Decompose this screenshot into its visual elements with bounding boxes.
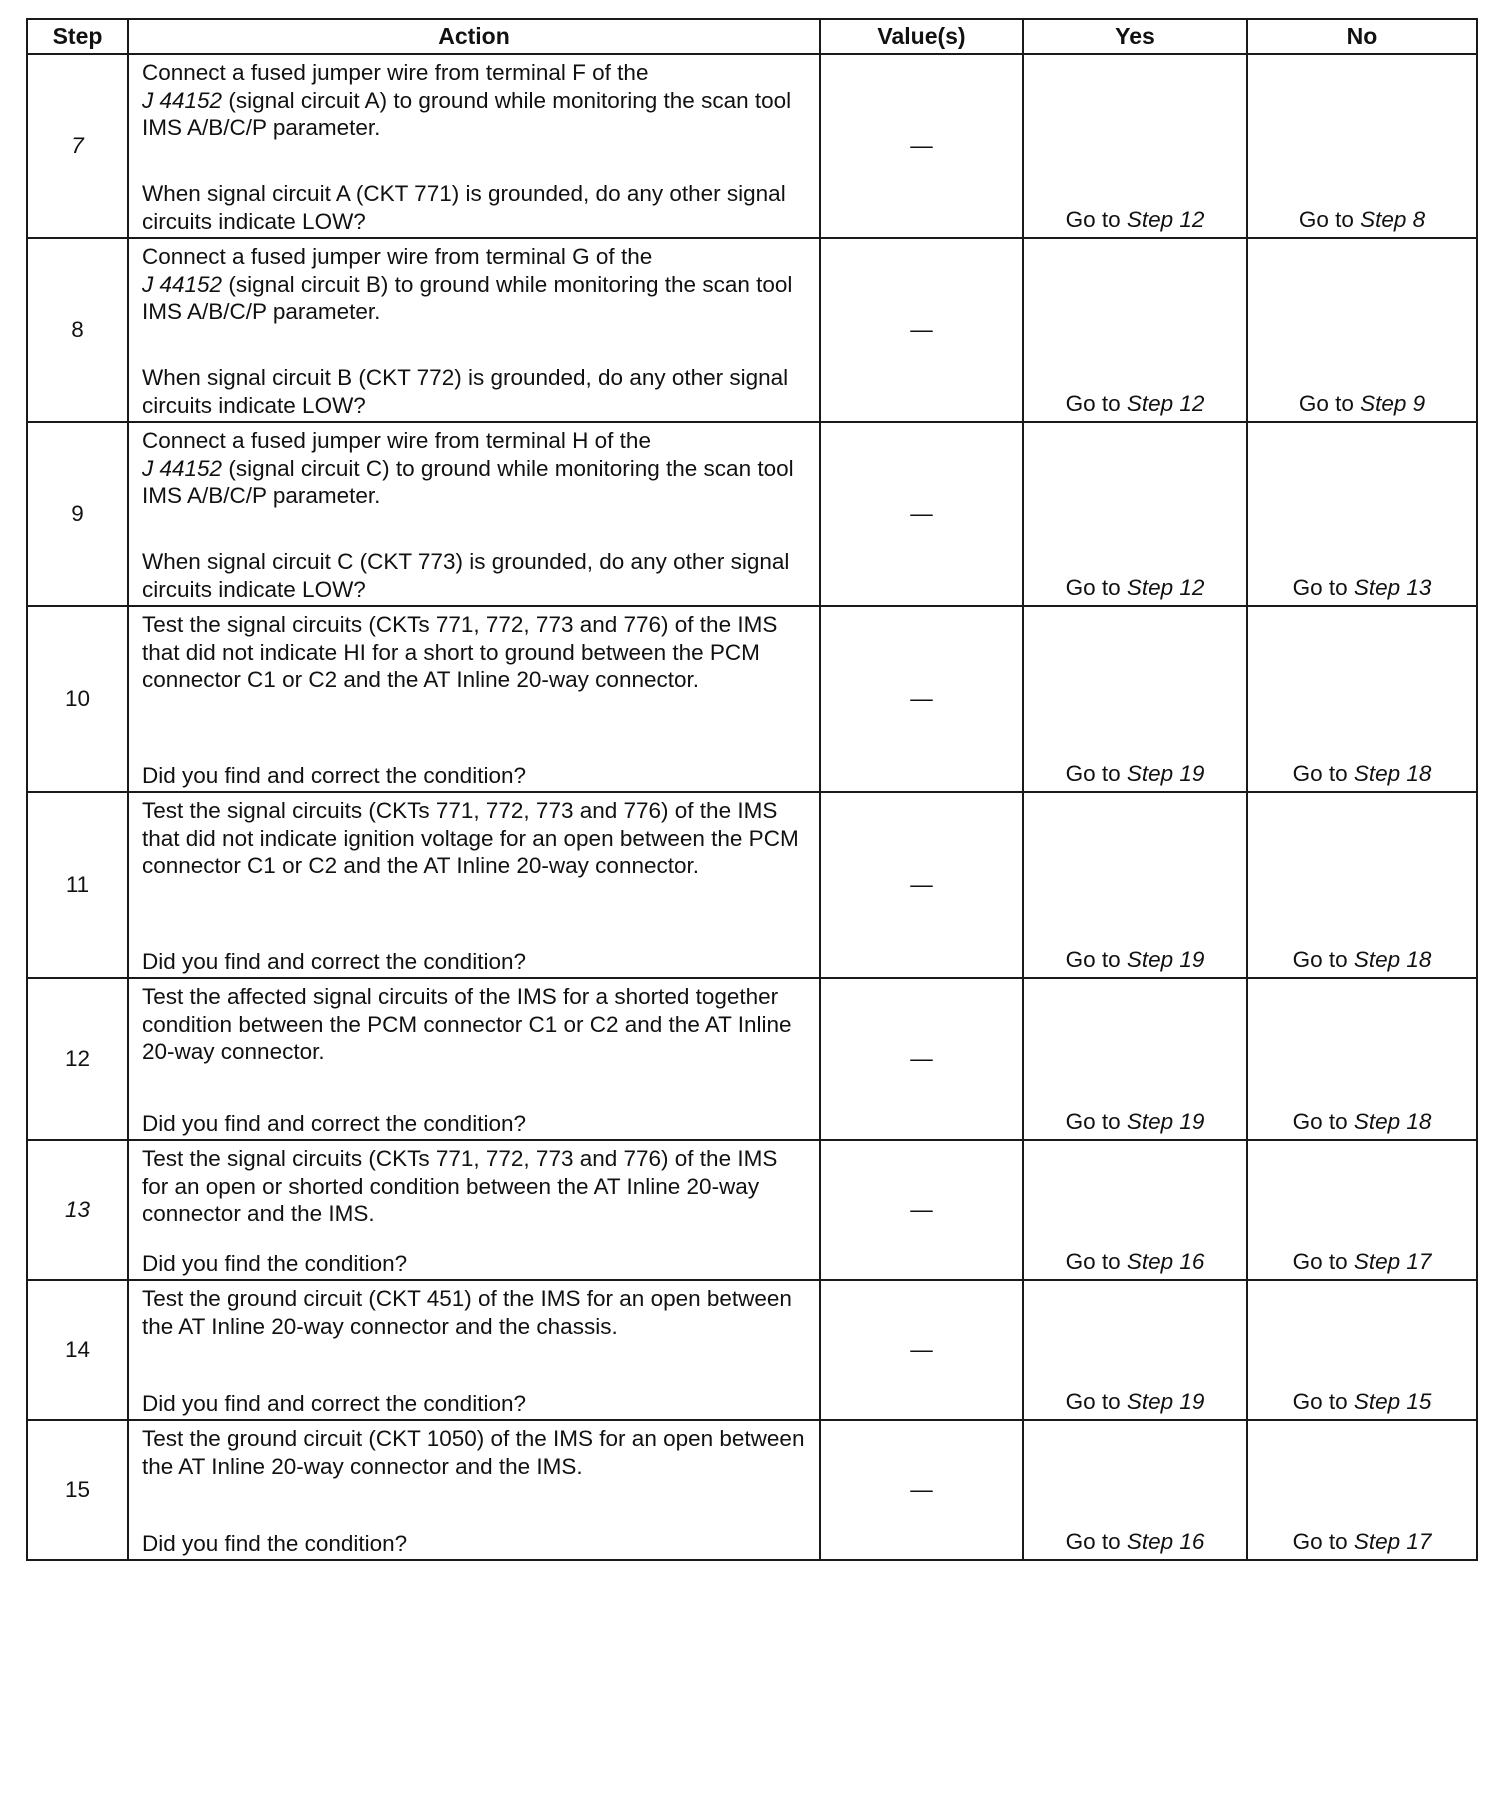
tool-number: J 44152	[142, 87, 223, 113]
no-cell	[1247, 1280, 1477, 1420]
no-step-ref: Step 9	[1360, 390, 1426, 416]
no-step-ref: Step 8	[1360, 206, 1426, 232]
no-cell	[1247, 238, 1477, 422]
no-prefix: Go to	[1292, 946, 1348, 972]
yes-prefix: Go to	[1065, 1248, 1121, 1274]
table-row	[27, 422, 1477, 606]
action-cell	[128, 792, 820, 978]
yes-prefix: Go to	[1065, 1528, 1121, 1554]
no-prefix: Go to	[1292, 1528, 1348, 1554]
yes-cell	[1023, 1420, 1247, 1560]
action-question: Did you find and correct the condition?	[142, 948, 526, 974]
no-cell	[1247, 54, 1477, 238]
diagnostic-table	[26, 18, 1478, 1561]
step-number: 10	[27, 606, 128, 792]
table-row	[27, 792, 1477, 978]
action-text: Test the affected signal circuits of the IMS for a shorted together condition between the PCM connector C1 or C2 and the AT Inline 20-way connector.	[142, 984, 792, 1064]
action-question: Did you find and correct the condition?	[142, 1110, 526, 1136]
action-text	[142, 239, 809, 326]
action-cell	[128, 1280, 820, 1420]
action-text	[142, 423, 809, 510]
action-text	[142, 55, 809, 142]
action-text-pre: Connect a fused jumper wire from terminal H of the	[142, 428, 651, 453]
value-cell: —	[820, 792, 1023, 978]
action-text: Test the ground circuit (CKT 451) of the IMS for an open between the AT Inline 20-way connector and the chassis.	[142, 1286, 792, 1339]
yes-cell	[1023, 978, 1247, 1140]
yes-cell	[1023, 1140, 1247, 1280]
no-cell	[1247, 978, 1477, 1140]
no-step-ref: Step 13	[1353, 574, 1432, 600]
yes-prefix: Go to	[1065, 1388, 1121, 1414]
action-question: When signal circuit A (CKT 771) is grounded, do any other signal circuits indicate LOW?	[142, 181, 786, 234]
step-number: 13	[27, 1140, 128, 1280]
no-step-ref: Step 18	[1353, 1108, 1432, 1134]
yes-cell	[1023, 1280, 1247, 1420]
action-cell	[128, 54, 820, 238]
action-question: When signal circuit C (CKT 773) is grounded, do any other signal circuits indicate LOW?	[142, 549, 790, 602]
header-step: Step	[27, 19, 128, 54]
action-cell	[128, 238, 820, 422]
no-cell	[1247, 1420, 1477, 1560]
action-text: Test the signal circuits (CKTs 771, 772, 773 and 776) of the IMS that did not indicate ignition voltage for an open between the PCM connector C1 or C2 and the AT Inline 20-way connector.	[142, 798, 799, 878]
yes-prefix: Go to	[1065, 760, 1121, 786]
action-question: Did you find the condition?	[142, 1250, 408, 1276]
no-cell	[1247, 606, 1477, 792]
no-step-ref: Step 17	[1353, 1248, 1432, 1274]
action-cell	[128, 1140, 820, 1280]
action-text-pre: Connect a fused jumper wire from terminal G of the	[142, 244, 653, 269]
action-text: Test the ground circuit (CKT 1050) of the IMS for an open between the AT Inline 20-way connector and the IMS.	[142, 1426, 805, 1479]
no-prefix: Go to	[1292, 1248, 1348, 1274]
tool-number: J 44152	[142, 455, 223, 481]
no-cell	[1247, 1140, 1477, 1280]
yes-cell	[1023, 422, 1247, 606]
no-prefix: Go to	[1292, 574, 1348, 600]
yes-step-ref: Step 19	[1126, 760, 1205, 786]
no-prefix: Go to	[1298, 206, 1354, 232]
yes-cell	[1023, 54, 1247, 238]
yes-prefix: Go to	[1065, 946, 1121, 972]
no-step-ref: Step 18	[1353, 946, 1432, 972]
yes-cell	[1023, 238, 1247, 422]
step-number: 11	[27, 792, 128, 978]
step-number: 14	[27, 1280, 128, 1420]
action-cell	[128, 606, 820, 792]
value-cell: —	[820, 978, 1023, 1140]
tool-number: J 44152	[142, 271, 223, 297]
no-cell	[1247, 792, 1477, 978]
header-yes: Yes	[1023, 19, 1247, 54]
yes-prefix: Go to	[1065, 206, 1121, 232]
table-row	[27, 54, 1477, 238]
header-values: Value(s)	[820, 19, 1023, 54]
value-cell: —	[820, 238, 1023, 422]
no-prefix: Go to	[1298, 390, 1354, 416]
table-row	[27, 1140, 1477, 1280]
action-cell	[128, 978, 820, 1140]
action-text-post: (signal circuit A) to ground while monitoring the scan tool IMS A/B/C/P parameter.	[142, 87, 792, 140]
action-question: Did you find and correct the condition?	[142, 1390, 526, 1416]
no-step-ref: Step 15	[1353, 1388, 1432, 1414]
diagnostic-table-sheet	[26, 18, 1476, 1561]
table-row	[27, 1280, 1477, 1420]
yes-step-ref: Step 19	[1126, 1108, 1205, 1134]
yes-step-ref: Step 19	[1126, 1388, 1205, 1414]
table-header-row	[27, 19, 1477, 54]
yes-step-ref: Step 12	[1126, 206, 1205, 232]
no-prefix: Go to	[1292, 1388, 1348, 1414]
action-text: Test the signal circuits (CKTs 771, 772, 773 and 776) of the IMS for an open or shorted condition between the AT Inline 20-way connector and the IMS.	[142, 1146, 778, 1226]
action-text-post: (signal circuit B) to ground while monitoring the scan tool IMS A/B/C/P parameter.	[142, 271, 793, 324]
table-row	[27, 238, 1477, 422]
value-cell: —	[820, 1280, 1023, 1420]
value-cell: —	[820, 1420, 1023, 1560]
no-cell	[1247, 422, 1477, 606]
yes-prefix: Go to	[1065, 574, 1121, 600]
action-cell	[128, 422, 820, 606]
action-text-pre: Connect a fused jumper wire from terminal F of the	[142, 60, 649, 85]
value-cell: —	[820, 422, 1023, 606]
yes-step-ref: Step 12	[1126, 390, 1205, 416]
no-step-ref: Step 17	[1353, 1528, 1432, 1554]
value-cell: —	[820, 1140, 1023, 1280]
yes-step-ref: Step 16	[1126, 1248, 1205, 1274]
table-row	[27, 1420, 1477, 1560]
step-number: 12	[27, 978, 128, 1140]
step-number: 8	[27, 238, 128, 422]
value-cell: —	[820, 606, 1023, 792]
value-cell: —	[820, 54, 1023, 238]
yes-prefix: Go to	[1065, 1108, 1121, 1134]
yes-cell	[1023, 606, 1247, 792]
action-question: When signal circuit B (CKT 772) is grounded, do any other signal circuits indicate LOW?	[142, 365, 789, 418]
action-cell	[128, 1420, 820, 1560]
yes-step-ref: Step 12	[1126, 574, 1205, 600]
step-number: 15	[27, 1420, 128, 1560]
yes-step-ref: Step 19	[1126, 946, 1205, 972]
header-no: No	[1247, 19, 1477, 54]
no-prefix: Go to	[1292, 760, 1348, 786]
yes-step-ref: Step 16	[1126, 1528, 1205, 1554]
step-number: 9	[27, 422, 128, 606]
action-text-post: (signal circuit C) to ground while monitoring the scan tool IMS A/B/C/P parameter.	[142, 455, 794, 508]
action-question: Did you find and correct the condition?	[142, 762, 526, 788]
yes-prefix: Go to	[1065, 390, 1121, 416]
no-prefix: Go to	[1292, 1108, 1348, 1134]
header-action: Action	[128, 19, 820, 54]
action-question: Did you find the condition?	[142, 1530, 408, 1556]
no-step-ref: Step 18	[1353, 760, 1432, 786]
table-row	[27, 978, 1477, 1140]
step-number: 7	[27, 54, 128, 238]
action-text: Test the signal circuits (CKTs 771, 772, 773 and 776) of the IMS that did not indicate HI for a short to ground between the PCM connector C1 or C2 and the AT Inline 20-way connector.	[142, 612, 778, 692]
yes-cell	[1023, 792, 1247, 978]
table-row	[27, 606, 1477, 792]
